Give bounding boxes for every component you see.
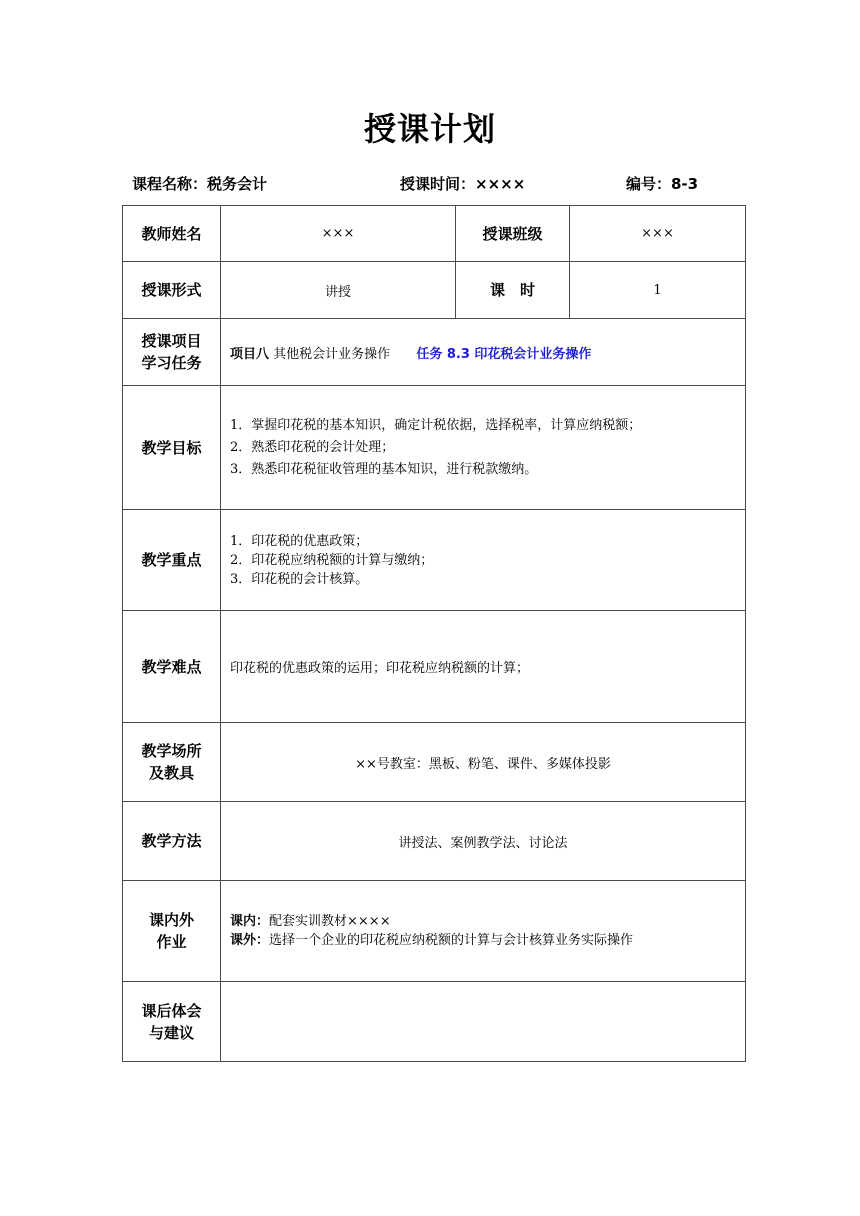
goal-label: 教学目标 (123, 386, 221, 510)
reflection-label (123, 982, 221, 1062)
homework-out-value: 选择一个企业的印花税应纳税额的计算与会计核算业务实际操作 (269, 933, 634, 948)
difficulty-label: 教学难点 (123, 611, 221, 723)
project-prefix: 项目八 (230, 346, 270, 362)
lesson-plan-table (122, 205, 746, 1062)
list-item: 3．熟悉印花税征收管理的基本知识，进行税款缴纳。 (230, 461, 538, 477)
venue-label (123, 723, 221, 802)
reflection-label-line2: 与建议 (148, 1023, 194, 1042)
task-name: 任务 8.3 印花税会计业务操作 (416, 346, 592, 362)
table-row (123, 319, 746, 386)
goal-list (221, 386, 746, 510)
project-label (123, 319, 221, 386)
homework-label-line2: 作业 (156, 933, 187, 951)
project-label-line2: 学习任务 (141, 354, 202, 372)
teacher-value: ××× (221, 206, 456, 262)
table-row (123, 982, 746, 1062)
reflection-value (221, 982, 746, 1062)
list-item: 1．掌握印花税的基本知识，确定计税依据，选择税率，计算应纳税额； (230, 417, 642, 433)
table-row (123, 262, 746, 319)
key-list (221, 510, 746, 611)
lesson-number: 编号：8-3 (626, 175, 699, 193)
form-value: 讲授 (221, 262, 456, 319)
homework-label (123, 881, 221, 982)
class-label: 授课班级 (456, 206, 570, 262)
class-value: ××× (570, 206, 746, 262)
page-title: 授课计划 (363, 110, 496, 148)
table-row (123, 881, 746, 982)
method-label: 教学方法 (123, 802, 221, 881)
lesson-time: 授课时间：×××× (400, 175, 526, 193)
venue-label-line2: 及教具 (148, 764, 194, 782)
difficulty-value: 印花税的优惠政策的运用；印花税应纳税额的计算； (221, 611, 746, 723)
hours-label: 课 时 (456, 262, 570, 319)
project-value (221, 319, 746, 386)
list-item: 3．印花税的会计核算。 (230, 571, 369, 587)
venue-label-line1: 教学场所 (141, 742, 202, 760)
course-name: 课程名称：税务会计 (132, 175, 268, 193)
project-name: 其他税会计业务操作 (273, 346, 391, 362)
form-label: 授课形式 (123, 262, 221, 319)
homework-in-label: 课内： (230, 914, 270, 929)
teacher-label: 教师姓名 (123, 206, 221, 262)
table-row (123, 510, 746, 611)
homework-out (230, 931, 745, 950)
list-item: 2．熟悉印花税的会计处理； (230, 439, 395, 455)
homework-label-line1: 课内外 (148, 911, 194, 929)
key-label: 教学重点 (123, 510, 221, 611)
homework-out-label: 课外： (230, 933, 270, 948)
homework-in-value: 配套实训教材×××× (269, 914, 391, 929)
table-row (123, 611, 746, 723)
table-row (123, 206, 746, 262)
venue-value: ××号教室：黑板、粉笔、课件、多媒体投影 (221, 723, 746, 802)
list-item: 2．印花税应纳税额的计算与缴纳； (230, 552, 434, 568)
list-item: 1．印花税的优惠政策； (230, 533, 369, 549)
table-row (123, 386, 746, 510)
homework-value (221, 881, 746, 982)
table-row (123, 802, 746, 881)
homework-in (230, 912, 745, 931)
reflection-label-line1: 课后体会 (141, 1001, 202, 1020)
header-info (0, 173, 860, 197)
project-label-line1: 授课项目 (141, 332, 202, 350)
hours-value: 1 (570, 262, 746, 319)
method-value: 讲授法、案例教学法、讨论法 (221, 802, 746, 881)
table-row (123, 723, 746, 802)
